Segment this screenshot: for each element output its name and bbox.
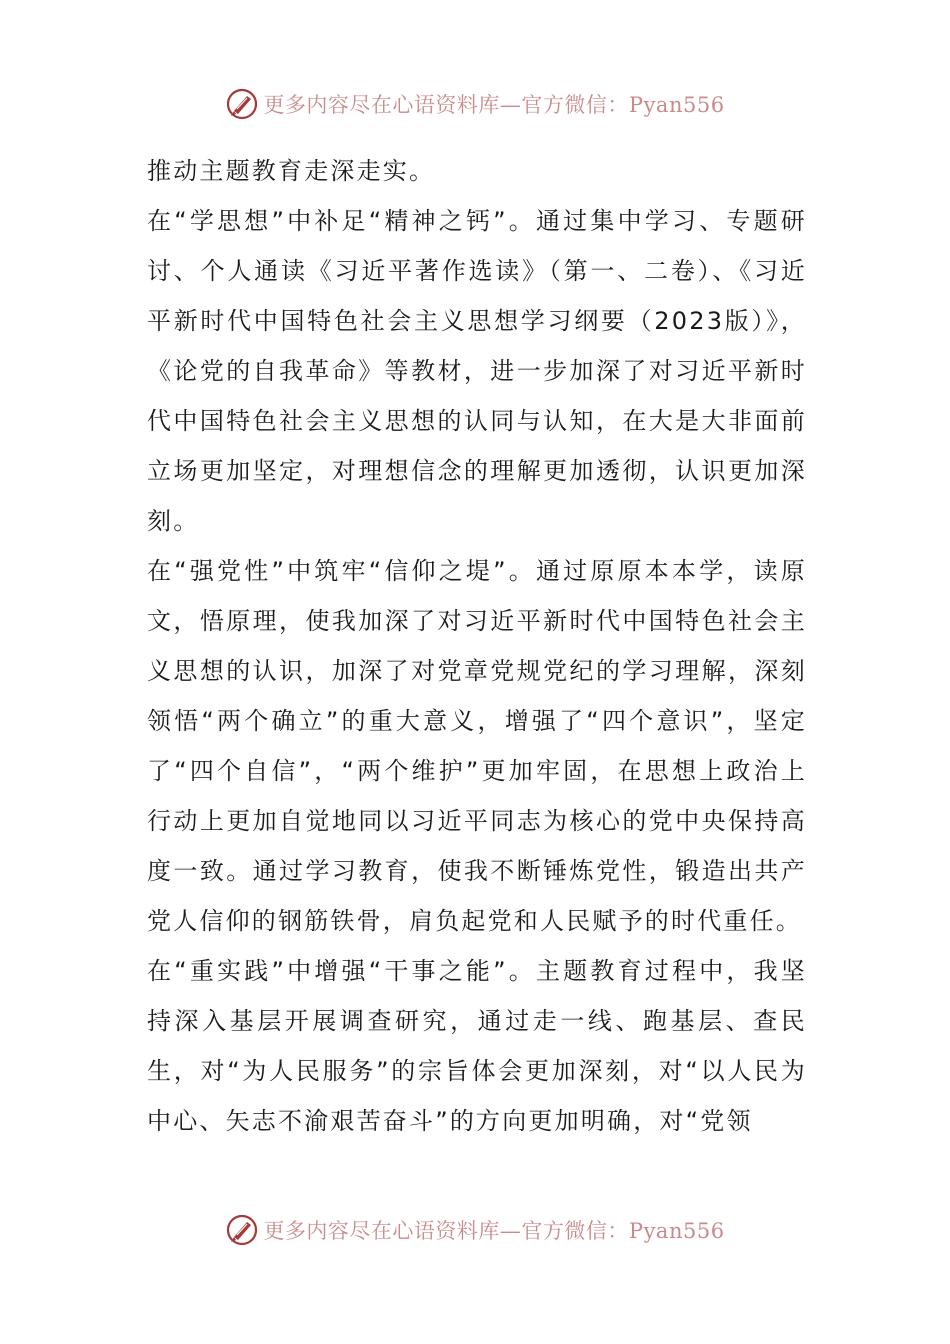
document-body	[147, 146, 807, 1146]
paragraph-study-thought: 在“学思想”中补足“精神之钙”。通过集中学习、专题研讨、个人通读《习近平著作选读》（第一、二卷）、《习近平新时代中国特色社会主义思想学习纲要（2023版）》，《论党的自我革命》等教材，进一步加深了对习近平新时代中国特色社会主义思想的认同与认知，在大是大非面前立场更加坚定，对理想信念的理解更加透彻，认识更加深刻。	[147, 207, 807, 535]
footer-banner	[0, 1210, 950, 1250]
paragraph-practice: 在“重实践”中增强“干事之能”。主题教育过程中，我坚持深入基层开展调查研究，通过走一线、跑基层、查民生，对“为人民服务”的宗旨体会更加深刻，对“以人民为中心、矢志不渝艰苦奋斗”的方向更加明确，对“党领	[147, 957, 807, 1135]
header-banner-text: 更多内容尽在心语资料库—官方微信：Pyan556	[263, 93, 725, 117]
fountain-pen-logo-icon	[225, 87, 259, 121]
fountain-pen-logo-icon	[225, 1213, 259, 1247]
header-banner	[0, 84, 950, 124]
paragraph-party-spirit: 在“强党性”中筑牢“信仰之堤”。通过原原本本学，读原文，悟原理，使我加深了对习近平新时代中国特色社会主义思想的认识，加深了对党章党规党纪的学习理解，深刻领悟“两个确立”的重大意义，增强了“四个意识”，坚定了“四个自信”，“两个维护”更加牢固，在思想上政治上行动上更加自觉地同以习近平同志为核心的党中央保持高度一致。通过学习教育，使我不断锤炼党性，锻造出共产党人信仰的钢筋铁骨，肩负起党和人民赋予的时代重任。	[147, 557, 807, 935]
footer-banner-text: 更多内容尽在心语资料库—官方微信：Pyan556	[263, 1219, 725, 1243]
paragraph-continuation: 推动主题教育走深走实。	[147, 157, 436, 185]
